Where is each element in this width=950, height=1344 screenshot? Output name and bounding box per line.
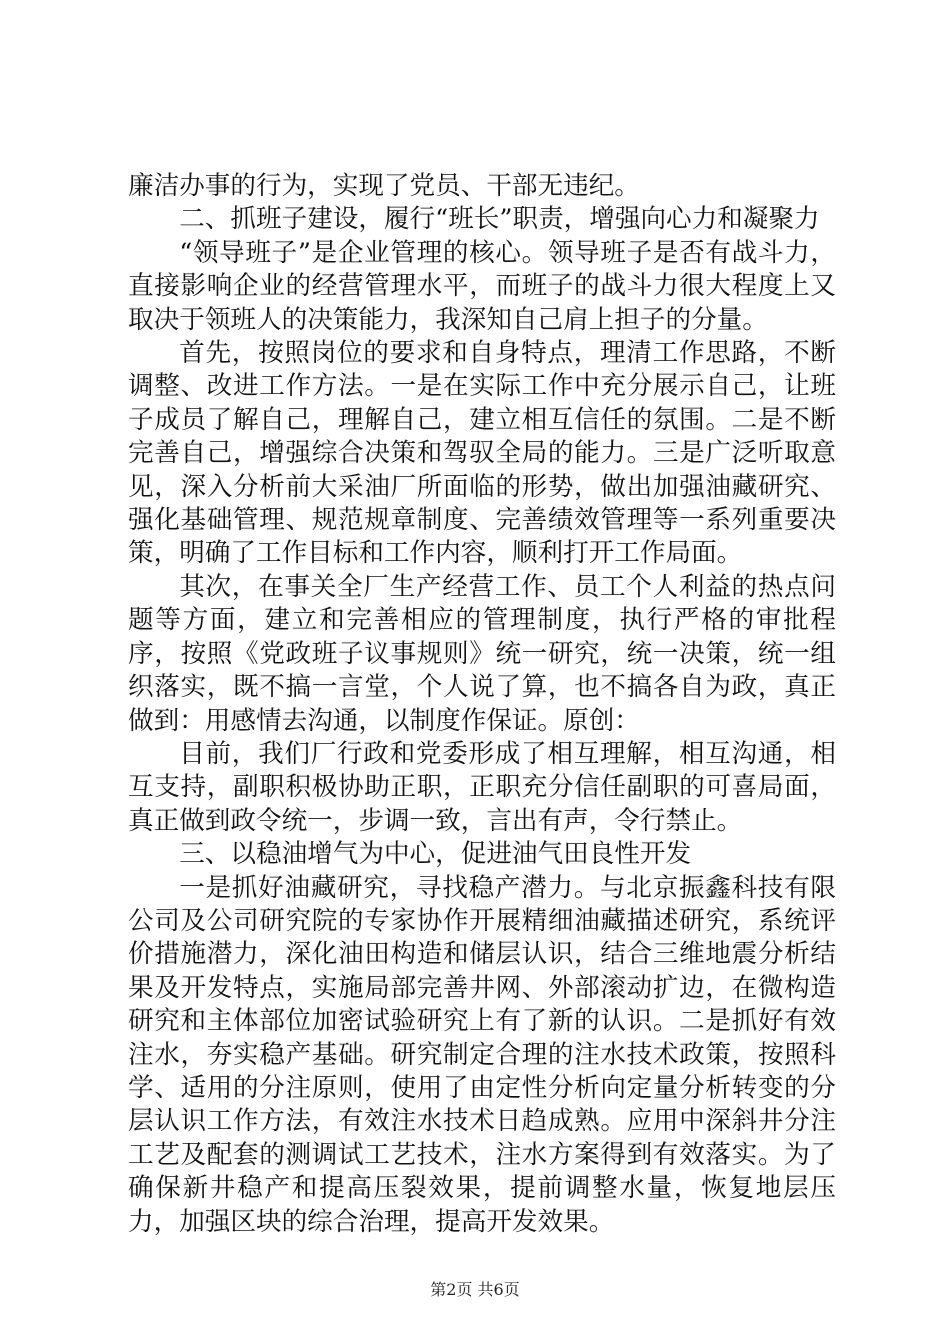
paragraph: 一是抓好油藏研究，寻找稳产潜力。与北京振鑫科技有限公司及公司研究院的专家协作开展精细油藏描述研究，系统评价措施潜力，深化油田构造和储层认识，结合三维地震分析结果及开发特点，实施局部完善井网、外部滚动扩边，在微构造研究和主体部位加密试验研究上有了新的认识。二是抓好有效注水，夯实稳产基础。研究制定合理的注水技术政策，按照科学、适用的分注原则，使用了由定性分析向定量分析转变的分层认识工作方法，有效注水技术日趋成熟。应用中深斜井分注工艺及配套的测调试工艺技术，注水方案得到有效落实。为了确保新井稳产和提高压裂效果，提前调整水量，恢复地层压力，加强区块的综合治理，提高开发效果。 bbox=[128, 872, 836, 1237]
page-number-footer: 第2页 共6页 bbox=[430, 1280, 520, 1299]
section-heading: 三、以稳油增气为中心，促进油气田良性开发 bbox=[179, 839, 692, 870]
paragraph: 廉洁办事的行为，实现了党员、干部无违纪。 bbox=[128, 171, 640, 201]
paragraph: 首先，按照岗位的要求和自身特点，理清工作思路，不断调整、改进工作方法。一是在实际工作中充分展示自己，让班子成员了解自己，理解自己，建立相互信任的氛围。二是不断完善自己，增强综合决策和驾驭全局的能力。三是广泛听取意见，深入分析前大采油厂所面临的形势，做出加强油藏研究、强化基础管理、规范规章制度、完善绩效管理等一系列重要决策，明确了工作目标和工作内容，顺利打开工作局面。 bbox=[128, 338, 836, 569]
section-heading: 二、抓班子建设，履行“班长”职责，增强向心力和凝聚力 bbox=[179, 204, 820, 235]
document-body bbox=[128, 170, 836, 1239]
paragraph: 其次，在事关全厂生产经营工作、员工个人利益的热点问题等方面，建立和完善相应的管理制度，执行严格的审批程序，按照《党政班子议事规则》统一研究，统一决策，统一组织落实，既不搞一言堂，个人说了算，也不搞各自为政，真正做到：用感情去沟通，以制度作保证。原创： bbox=[128, 571, 836, 736]
paragraph: 目前，我们厂行政和党委形成了相互理解，相互沟通，相互支持，副职积极协助正职，正职充分信任副职的可喜局面，真正做到政令统一，步调一致，言出有声，令行禁止。 bbox=[128, 738, 836, 836]
paragraph: “领导班子”是企业管理的核心。领导班子是否有战斗力，直接影响企业的经营管理水平，而班子的战斗力很大程度上又取决于领班人的决策能力，我深知自己肩上担子的分量。 bbox=[128, 237, 836, 335]
